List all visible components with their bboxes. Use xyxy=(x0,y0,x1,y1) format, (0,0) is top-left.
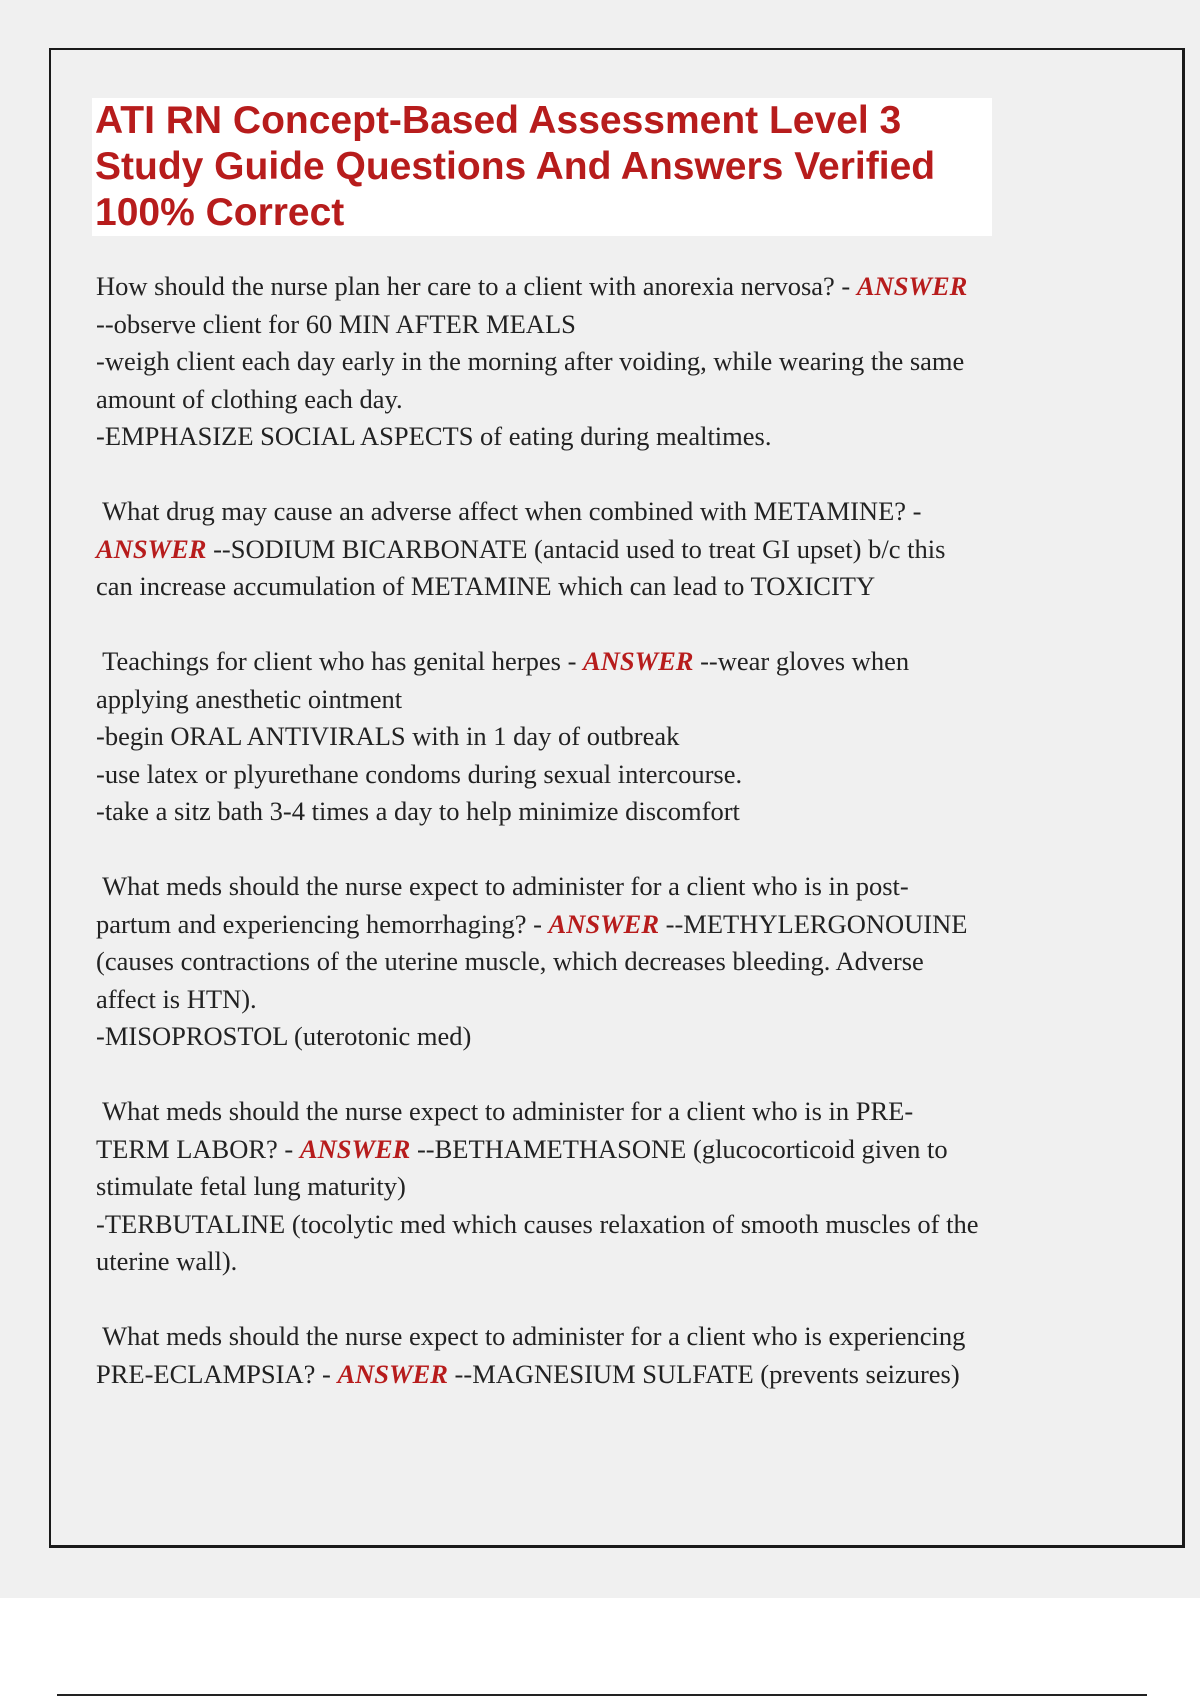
qa-line xyxy=(96,568,1086,606)
qa-line xyxy=(96,643,1086,681)
qa-item xyxy=(96,493,1086,606)
qa-line xyxy=(96,343,1086,381)
qa-line xyxy=(96,268,1086,306)
qa-text: (causes contractions of the uterine muscle, which decreases bleeding. Adverse xyxy=(96,946,924,976)
qa-line xyxy=(96,906,1086,944)
qa-text: uterine wall). xyxy=(96,1246,238,1276)
qa-line xyxy=(96,1356,1086,1394)
qa-line xyxy=(96,1168,1086,1206)
qa-text: --wear gloves when xyxy=(693,646,910,676)
qa-text: What meds should the nurse expect to administer for a client who is in PRE- xyxy=(96,1096,914,1126)
qa-line xyxy=(96,1093,1086,1131)
qa-line xyxy=(96,1206,1086,1244)
qa-text: -EMPHASIZE SOCIAL ASPECTS of eating during mealtimes. xyxy=(96,421,772,451)
qa-text: -MISOPROSTOL (uterotonic med) xyxy=(96,1021,472,1051)
qa-text: -begin ORAL ANTIVIRALS with in 1 day of outbreak xyxy=(96,721,680,751)
qa-text: TERM LABOR? - xyxy=(96,1133,300,1164)
qa-text: -TERBUTALINE (tocolytic med which causes relaxation of smooth muscles of the xyxy=(96,1208,979,1239)
qa-text: -take a sitz bath 3-4 times a day to help minimize discomfort xyxy=(96,796,740,826)
qa-text: --MAGNESIUM SULFATE (prevents seizures) xyxy=(447,1358,960,1389)
title-banner xyxy=(92,98,992,236)
qa-content xyxy=(96,268,1086,1431)
qa-text: --SODIUM BICARBONATE (antacid used to treat GI upset) b/c this xyxy=(206,533,946,564)
qa-text: applying anesthetic ointment xyxy=(96,683,403,714)
qa-text: amount of clothing each day. xyxy=(96,383,403,414)
qa-line xyxy=(96,793,1086,831)
qa-line xyxy=(96,718,1086,756)
qa-item xyxy=(96,643,1086,831)
page-divider xyxy=(57,1694,1147,1696)
answer-label: ANSWER xyxy=(548,908,660,939)
qa-text: can increase accumulation of METAMINE which can lead to TOXICITY xyxy=(96,571,876,601)
qa-line xyxy=(96,381,1086,419)
answer-label: ANSWER xyxy=(337,1358,448,1389)
answer-label: ANSWER xyxy=(299,1133,411,1164)
title-line: Study Guide Questions And Answers Verified xyxy=(95,145,936,188)
title-line: 100% Correct xyxy=(95,191,345,234)
qa-text: What drug may cause an adverse affect when combined with METAMINE? - xyxy=(96,496,922,526)
next-page-area xyxy=(0,1598,1200,1700)
qa-text: PRE-ECLAMPSIA? - xyxy=(96,1358,338,1389)
qa-text: What meds should the nurse expect to administer for a client who is in post- xyxy=(96,871,909,901)
qa-text: -weigh client each day early in the morning after voiding, while wearing the same xyxy=(96,346,965,376)
qa-line xyxy=(96,531,1086,569)
qa-line xyxy=(96,981,1086,1019)
qa-line xyxy=(96,1243,1086,1281)
qa-line xyxy=(96,1131,1086,1169)
qa-line xyxy=(96,306,1086,344)
qa-text: --observe client for 60 MIN AFTER MEALS xyxy=(96,308,576,339)
title-line: ATI RN Concept-Based Assessment Level 3 xyxy=(95,99,902,142)
qa-line xyxy=(96,418,1086,456)
qa-text: What meds should the nurse expect to administer for a client who is experiencing xyxy=(96,1321,966,1351)
qa-text: affect is HTN). xyxy=(96,983,257,1014)
qa-text: Teachings for client who has genital herpes - xyxy=(96,646,584,676)
qa-line xyxy=(96,681,1086,719)
qa-text: --BETHAMETHASONE (glucocorticoid given to xyxy=(410,1133,948,1164)
qa-line xyxy=(96,943,1086,981)
answer-label: ANSWER xyxy=(583,646,694,676)
qa-text: How should the nurse plan her care to a client with anorexia nervosa? - xyxy=(96,271,857,301)
qa-line xyxy=(96,756,1086,794)
qa-item xyxy=(96,1093,1086,1281)
qa-item xyxy=(96,1318,1086,1393)
answer-label: ANSWER xyxy=(856,271,968,301)
qa-line xyxy=(96,868,1086,906)
qa-line xyxy=(96,1318,1086,1356)
qa-item xyxy=(96,268,1086,456)
qa-line xyxy=(96,1018,1086,1056)
qa-text: --METHYLERGONOUINE xyxy=(659,908,968,939)
document-title xyxy=(95,98,992,236)
qa-text: stimulate fetal lung maturity) xyxy=(96,1171,406,1201)
qa-text: partum and experiencing hemorrhaging? - xyxy=(96,908,549,939)
qa-text: -use latex or plyurethane condoms during sexual intercourse. xyxy=(96,758,743,789)
qa-line xyxy=(96,493,1086,531)
answer-label: ANSWER xyxy=(96,533,207,564)
qa-item xyxy=(96,868,1086,1056)
